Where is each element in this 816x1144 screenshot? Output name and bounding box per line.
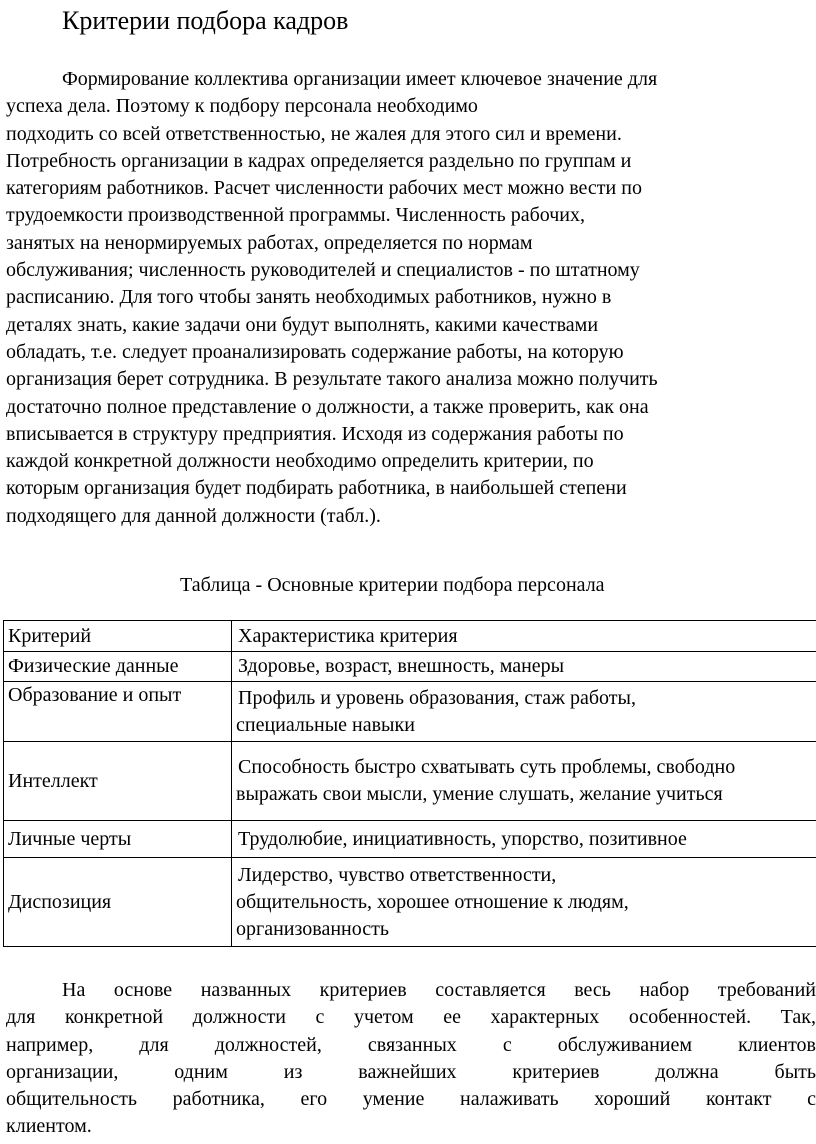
- table-row: [4, 682, 816, 742]
- criterion-cell: Образование и опыт: [4, 682, 232, 742]
- paragraph-line: Потребность организации в кадрах определяется раздельно по группам и: [6, 149, 632, 172]
- paragraph-line: подходить со всей ответственностью, не жалея для этого сил и времени.: [6, 122, 622, 145]
- table-row: [4, 742, 816, 821]
- criterion-cell: Физические данные: [4, 652, 232, 682]
- paragraph-line: Формирование коллектива организации имеет ключевое значение для: [62, 68, 658, 90]
- paragraph-line: клиентом.: [6, 1115, 92, 1138]
- criterion-cell: Диспозиция: [4, 858, 232, 947]
- table-row: [4, 652, 816, 682]
- table-row: [4, 821, 816, 858]
- paragraph-line: например, для должностей, связанных с обслуживанием клиентов: [6, 1033, 816, 1056]
- paragraph-line: деталях знать, какие задачи они будут выполнять, какими качествами: [6, 313, 599, 336]
- closing-paragraph: [6, 977, 816, 1141]
- paragraph-line: обслуживания; численность руководителей и специалистов - по штатному: [6, 259, 640, 282]
- table-row: [4, 858, 816, 947]
- description-cell: Здоровье, возраст, внешность, манеры: [232, 652, 816, 682]
- paragraph-line: достаточно полное представление о должности, а также проверить, как она: [6, 395, 649, 418]
- page-title: Критерии подбора кадров: [62, 6, 349, 35]
- paragraph-line: трудоемкости производственной программы. Численность рабочих,: [6, 204, 585, 227]
- description-cell: Лидерство, чувство ответственности, общительность, хорошее отношение к людям, организованность: [232, 858, 816, 947]
- paragraph-line: для конкретной должности с учетом ее характерных особенностей. Так,: [6, 1006, 816, 1029]
- table-caption: Таблица - Основные критерии подбора персонала: [180, 574, 605, 596]
- paragraph-line: занятых на ненормируемых работах, определяется по нормам: [6, 231, 533, 254]
- paragraph-line: каждой конкретной должности необходимо определить критерии, по: [6, 450, 594, 473]
- paragraph-line: организации, одним из важнейших критериев должна быть: [6, 1060, 816, 1083]
- criterion-cell: Интеллект: [4, 742, 232, 821]
- paragraph-line: категориям работников. Расчет численности рабочих мест можно вести по: [6, 177, 642, 200]
- header-criterion: Критерий: [4, 621, 232, 652]
- criterion-cell: Личные черты: [4, 821, 232, 858]
- paragraph-line: вписывается в структуру предприятия. Исходя из содержания работы по: [6, 422, 624, 445]
- description-cell: Способность быстро схватывать суть проблемы, свободно выражать свои мысли, умение слушать, желание учиться: [232, 742, 816, 821]
- paragraph-line: успеха дела. Поэтому к подбору персонала необходимо: [6, 95, 478, 118]
- paragraph-line: На основе названных критериев составляется весь набор требований: [62, 979, 816, 1001]
- paragraph-line: которым организация будет подбирать работника, в наибольшей степени: [6, 477, 627, 500]
- paragraph-line: общительность работника, его умение налаживать хороший контакт с: [6, 1088, 816, 1111]
- paragraph-line: расписанию. Для того чтобы занять необходимых работников, нужно в: [6, 286, 612, 309]
- paragraph-line: подходящего для данной должности (табл.).: [6, 504, 381, 527]
- description-cell: Профиль и уровень образования, стаж работы, специальные навыки: [232, 682, 816, 742]
- header-description: Характеристика критерия: [232, 621, 816, 652]
- paragraph-line: организация берет сотрудника. В результате такого анализа можно получить: [6, 368, 658, 391]
- intro-paragraph: [6, 66, 816, 530]
- description-cell: Трудолюбие, инициативность, упорство, позитивное: [232, 821, 816, 858]
- table-header-row: [4, 621, 816, 652]
- criteria-table: [3, 620, 816, 947]
- paragraph-line: обладать, т.е. следует проанализировать содержание работы, на которую: [6, 340, 624, 363]
